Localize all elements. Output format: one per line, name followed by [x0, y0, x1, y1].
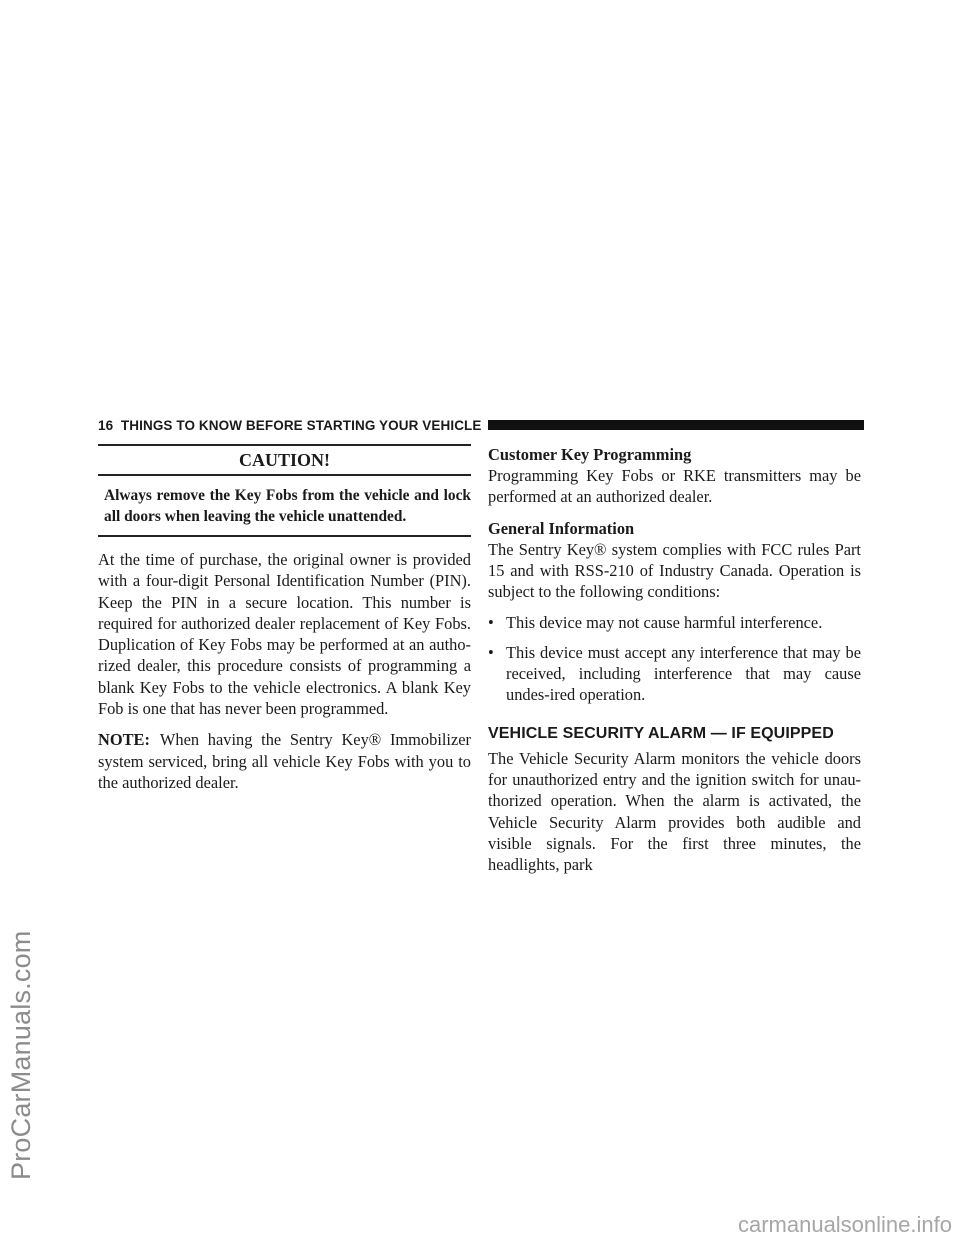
security-alarm-heading: VEHICLE SECURITY ALARM — IF EQUIPPED — [488, 724, 834, 742]
conditions-list — [488, 612, 861, 705]
caution-title: CAUTION! — [98, 446, 471, 476]
bottom-watermark: carmanualsonline.info — [737, 1212, 952, 1237]
customer-key-programming-text: Programming Key Fobs or RKE transmitters may be performed at an authorized dealer. — [488, 466, 861, 507]
page-header-title: THINGS TO KNOW BEFORE STARTING YOUR VEHICLE — [120, 417, 482, 433]
side-watermark: ProCarManuals.com — [6, 930, 36, 1180]
note-text: When having the Sentry Key® Immobilizer system serviced, bring all vehicle Key Fobs with you to the authorized dealer. — [98, 730, 471, 792]
caution-box — [98, 444, 471, 537]
general-information-heading: General Information — [488, 518, 635, 538]
header-rule — [488, 420, 865, 430]
list-item — [488, 612, 861, 633]
note-label: NOTE: — [98, 730, 150, 750]
bullet-icon: • — [488, 613, 494, 633]
page-number: 16 — [98, 417, 114, 433]
customer-key-programming-heading: Customer Key Programming — [488, 445, 692, 464]
general-information-text: The Sentry Key® system complies with FCC rules Part 15 and with RSS-210 of Industry Canada. Operation is subject to the following conditions: — [488, 539, 861, 602]
pin-paragraph: At the time of purchase, the original owner is provided with a four-digit Personal Identification Number (PIN). Keep the PIN in a secure location. This number is required for authorized dealer replacement of Key Fobs. Duplication of Key Fobs may be performed at an autho-rized dealer, this procedure consists of programming a blank Key Fobs to the vehicle electronics. A blank Key Fob is one that has never been programmed. — [98, 550, 471, 719]
right-column — [488, 444, 861, 885]
page-header-text — [98, 418, 488, 433]
security-alarm-text: The Vehicle Security Alarm monitors the vehicle doors for unauthorized entry and the ignition switch for unau-thorized operation. When the alarm is activated, the Vehicle Security Alarm provides both audible and visible signals. For the first three minutes, the headlights, park — [488, 748, 861, 875]
bullet-icon: • — [488, 642, 494, 662]
page-header — [98, 416, 864, 434]
list-item — [488, 642, 861, 706]
list-item-text: This device must accept any interference that may be received, including interference that may cause undes-ired operation. — [506, 642, 861, 705]
note-paragraph — [98, 729, 471, 793]
left-column — [98, 444, 471, 803]
caution-body: Always remove the Key Fobs from the vehicle and lock all doors when leaving the vehicle unattended. — [104, 487, 471, 525]
list-item-text: This device may not cause harmful interference. — [506, 613, 823, 633]
